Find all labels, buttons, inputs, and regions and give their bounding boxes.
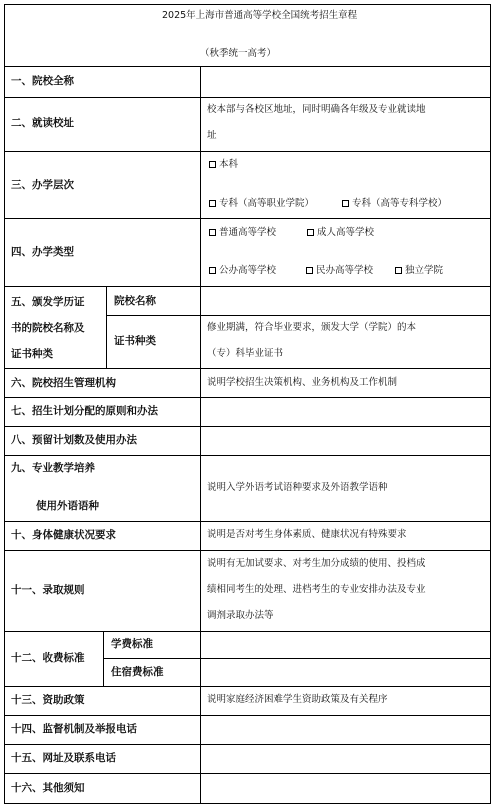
row-label-diploma-line1: 五、颁发学历证	[11, 296, 85, 308]
row-label-reserved-quota: 八、预留计划数及使用办法	[11, 434, 137, 446]
admission-rules-desc-line3: 调剂录取办法等	[207, 610, 274, 621]
row-divider	[103, 658, 491, 659]
row-label-school-name: 一、院校全称	[11, 75, 74, 87]
row-divider	[4, 397, 491, 398]
column-divider	[200, 66, 201, 804]
checkbox-icon[interactable]	[306, 267, 313, 274]
row-divider	[4, 218, 491, 219]
option-label: 专科（高等职业学院）	[219, 198, 315, 209]
option-vocational-college[interactable]	[209, 199, 314, 209]
sub-label-certificate-type: 证书种类	[114, 335, 156, 347]
row-divider	[4, 686, 491, 687]
row-label-teaching-language-line1: 九、专业教学培养	[11, 462, 95, 474]
option-undergraduate[interactable]	[209, 160, 238, 170]
campus-address-desc-line2: 址	[207, 130, 217, 141]
sub-label-tuition: 学费标准	[111, 638, 153, 650]
row-label-fees: 十二、收费标准	[11, 652, 85, 664]
row-divider	[4, 715, 491, 716]
page-title: 2025年上海市普通高等学校全国统考招生章程	[162, 10, 358, 21]
row-label-quota-allocation: 七、招生计划分配的原则和办法	[11, 405, 158, 417]
row-label-diploma-line3: 证书种类	[11, 348, 53, 360]
option-private-university[interactable]	[306, 266, 373, 276]
row-label-admissions-office: 六、院校招生管理机构	[11, 377, 116, 389]
row-divider	[106, 315, 491, 316]
sub-label-accommodation: 住宿费标准	[111, 666, 164, 678]
certificate-desc-line1: 修业期满，符合毕业要求，颁发大学（学院）的本	[207, 322, 417, 333]
option-label: 专科（高等专科学校）	[352, 198, 448, 209]
option-regular-university[interactable]	[209, 228, 276, 238]
row-label-diploma-line2: 书的院校名称及	[11, 322, 85, 334]
row-label-website-contact: 十五、网址及联系电话	[11, 752, 116, 764]
row-divider	[4, 368, 491, 369]
row-divider	[4, 521, 491, 522]
option-independent-college[interactable]	[395, 266, 443, 276]
option-label: 独立学院	[405, 265, 444, 276]
option-public-university[interactable]	[209, 266, 276, 276]
certificate-desc-line2: （专）科毕业证书	[207, 348, 284, 359]
row-label-supervision-hotline: 十四、监督机制及举报电话	[11, 723, 137, 735]
row-divider	[4, 455, 491, 456]
admission-rules-desc-line2: 绩相同考生的处理、进档考生的专业安排办法及专业	[207, 584, 426, 595]
row-divider	[4, 66, 491, 67]
row-divider	[4, 631, 491, 632]
admission-rules-desc-line1: 说明有无加试要求、对考生加分成绩的使用、投档成	[207, 558, 426, 569]
row-divider	[4, 550, 491, 551]
page-subtitle: （秋季统一高考）	[200, 48, 277, 59]
row-divider	[4, 97, 491, 98]
column-divider	[106, 286, 107, 368]
checkbox-icon[interactable]	[209, 267, 216, 274]
checkbox-icon[interactable]	[307, 229, 314, 236]
row-divider	[4, 744, 491, 745]
option-junior-college[interactable]	[342, 199, 447, 209]
checkbox-icon[interactable]	[209, 229, 216, 236]
health-requirements-desc: 说明是否对考生身体素质、健康状况有特殊要求	[207, 529, 407, 540]
row-label-education-level: 三、办学层次	[11, 179, 74, 191]
row-label-campus-address: 二、就读校址	[11, 117, 74, 129]
row-divider	[4, 151, 491, 152]
row-label-school-type: 四、办学类型	[11, 246, 74, 258]
option-label: 成人高等学校	[317, 227, 375, 238]
teaching-language-desc: 说明入学外语考试语种要求及外语教学语种	[207, 482, 388, 493]
row-label-health-requirements: 十、身体健康状况要求	[11, 529, 116, 541]
row-label-other-notes: 十六、其他须知	[11, 782, 85, 794]
row-divider	[4, 286, 491, 287]
option-label: 普通高等学校	[219, 227, 277, 238]
checkbox-icon[interactable]	[209, 200, 216, 207]
checkbox-icon[interactable]	[209, 161, 216, 168]
sub-label-institution-name: 院校名称	[114, 295, 156, 307]
option-label: 公办高等学校	[219, 265, 277, 276]
checkbox-icon[interactable]	[395, 267, 402, 274]
checkbox-icon[interactable]	[342, 200, 349, 207]
row-label-teaching-language-line2: 使用外语语种	[36, 500, 99, 512]
financial-aid-desc: 说明家庭经济困难学生资助政策及有关程序	[207, 694, 388, 705]
admissions-office-desc: 说明学校招生决策机构、业务机构及工作机制	[207, 377, 398, 388]
row-label-admission-rules: 十一、录取规则	[11, 584, 85, 596]
option-adult-university[interactable]	[307, 228, 374, 238]
row-divider	[4, 773, 491, 774]
option-label: 本科	[219, 159, 239, 170]
option-label: 民办高等学校	[316, 265, 374, 276]
row-divider	[4, 426, 491, 427]
campus-address-desc-line1: 校本部与各校区地址，同时明确各年级及专业就读地	[207, 104, 426, 115]
row-label-financial-aid: 十三、资助政策	[11, 694, 85, 706]
column-divider	[103, 631, 104, 686]
form-table	[4, 4, 491, 804]
